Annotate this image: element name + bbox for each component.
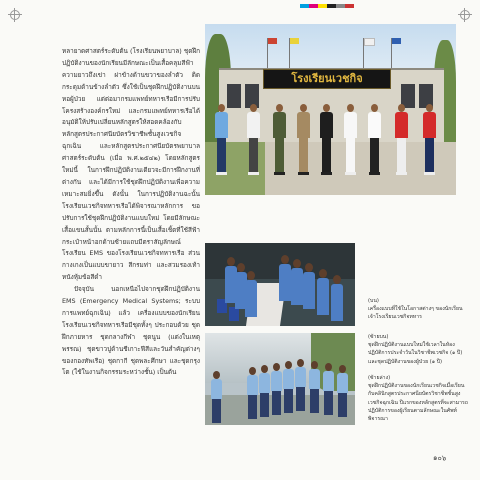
student-figure xyxy=(395,104,408,176)
student-figure xyxy=(247,104,260,176)
caption-left-bottom xyxy=(368,374,468,423)
registration-mark xyxy=(460,10,470,20)
student-figure xyxy=(423,104,436,176)
caption-label: (บน) xyxy=(368,298,379,304)
student-figure xyxy=(344,104,357,176)
caption-label: (ซ้ายล่าง) xyxy=(368,375,391,381)
caption-text: ชุดฝึกปฏิบัติงานแบบใหม่ใช้เวลาในห้องปฏิบัติการประจำวันในวิชาชีพเวชกิจ (๑ ปี) และชุดปฏิบัติงานของผู้ป่วย (๑ ปี) xyxy=(368,342,463,365)
photo-group-uniforms xyxy=(205,24,456,195)
body-paragraph: ปัจจุบัน นอกเหนือไปจากชุดฝึกปฏิบัติงาน EMS (Emergency Medical Systems; ระบบการแพทย์ฉุกเฉิน) แล้ว เครื่องแบบของนักเรียนโรงเรียนเวชกิจทหารเรือมีชุดทั้งๆ ประกอบด้วย ชุดฝึกภายหาร ชุดกลางกีฬา ชุดนูน (แต่งในเหตุพรรณ) ชุดขาวปูด้านชีเกาะฟีสีและวันสำคัญต่างๆ ของกองทัพเรือ) ชุดกากี ชุดพละศึกษา และชุดกรุงโต (ใช้ในงานกิจกรรมระหว่างชั้น) เป็นต้น xyxy=(62,285,200,377)
student-figure xyxy=(215,104,228,176)
page-number: ๑๐๖ xyxy=(433,454,447,462)
student-figure xyxy=(273,104,286,176)
registration-mark xyxy=(10,10,20,20)
student-figure xyxy=(368,104,381,176)
caption-left-top xyxy=(368,333,468,366)
body-text-column xyxy=(62,46,200,379)
caption-text: ชุดฝึกปฏิบัติงานของนักเรียนเวชกิจเมื่อเรียนกับคลินิกสูตรประกาศนียบัตรวิชาชีพชั้นสูงเวชกิจฉุกเฉิน ปีแรกของหลักสูตรที่จะสามารถปฏิบัติการของผู้เรียนตามลักษณะในศัพท์พิจารณา xyxy=(368,383,468,423)
caption-label: (ซ้ายบน) xyxy=(368,334,389,340)
photo-students-table xyxy=(205,243,355,326)
print-color-bar xyxy=(300,4,354,8)
photo-students-line xyxy=(205,333,355,425)
caption-text: เครื่องแบบที่ใช้ในโอกาสต่างๆ ของนักเรียนเจ้าโรงเรียนเวชกิจทหาร xyxy=(368,306,463,321)
student-figure xyxy=(297,104,310,176)
student-figure xyxy=(320,104,333,176)
caption-top xyxy=(368,297,468,322)
body-paragraph: หลายาดศาสตร์ระดับต้น (โรงเรียนพยาบาล) ชุดฝึกปฏิบัติงานของนักเรียนมีลักษณะเป็นเสื้อคลุมสีฟ้า ความยาวถึงเข่า ผ่าข้างด้านขวาของลำตัว ติดกระดุมด้านข้างลำตัว ซึ่งใช้เป็นชุดฝึกปฏิบัติงานบนหอผู้ป่วย แต่ต่อมากรมแพทย์ทหารเรือมีการปรับโครงสร้างองค์กรใหม่ และกรมแพทย์ทหารเรือได้อนุมัติให้ปรับเปลี่ยนหลักสูตรให้สอดคล้องกับหลักสูตรประกาศนียบัตรวิชาชีพชั้นสูงเวชกิจฉุกเฉิน และหลักสูตรประกาศนียบัตรพยาบาลศาสตร์ระดับต้น (เมื่อ พ.ศ.๒๕๔๒) โดยหลักสูตรใหม่นี้ ในการฝึกปฏิบัติงานเดียวจะมีการฝึกงานที่ต่างกัน และได้มีการใช้ชุดฝึกปฏิบัติงานเพื่อความเหมาะสมยิ่งขึ้น ดังนั้น ในการปฏิบัติงานฉะนั้น โรงเรียนเวชกิจทหารเรือได้พิจารณาหลักการ ขอปรับการใช้ชุดฝึกปฏิบัติงานแบบใหม่ โดยมีลักษณะเสื้อแขนสั้นนั้น ตามหลักการนี้เป็นเสื้อเชิ้ตที่ใช้สีฟ้า กระเป๋าหน้าอกด้านซ้ายแถบมีตราสัญลักษณ์โรงเรียน EMS ของโรงเรียนเวชกิจทหารเรือ ส่วนกางเกงเป็นแบบขายาว สีกรมท่า และสวมรองเท้าหนังหุ้มข้อสีดำ xyxy=(62,47,200,282)
school-sign: โรงเรียนเวชกิจ xyxy=(263,69,391,89)
